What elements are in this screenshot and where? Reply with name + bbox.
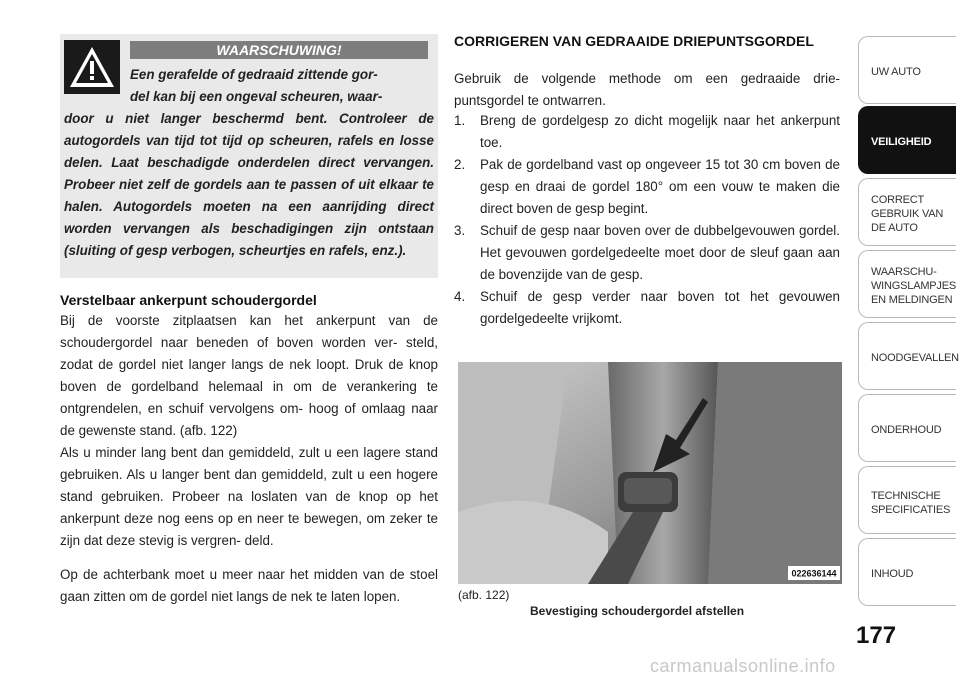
tab-label: ONDERHOUD	[871, 424, 942, 436]
warning-first-line: Een gerafelde of gedraaid zittende gor-	[130, 67, 378, 82]
paragraph-3: Op de achterbank moet u meer naar het midden van de stoel gaan zitten om de gordel niet langs de nek te laten lopen.	[60, 567, 438, 604]
tab-waarschuwingslampjes[interactable]	[858, 250, 956, 318]
tab-correct-gebruik[interactable]	[858, 178, 956, 246]
photo-code: 022636144	[791, 568, 837, 579]
tab-label: SPECIFICATIES	[871, 504, 951, 516]
figure-caption: Bevestiging schoudergordel afstellen	[530, 604, 745, 618]
tab-label: NOODGEVALLEN	[871, 352, 959, 364]
tab-label: EN MELDINGEN	[871, 294, 953, 306]
step-item: 3. Schuif de gesp naar boven over de dubbelgevouwen gordel. Het gevouwen gordelgedeelte moet door de sleuf gaan aan de bovenzijde van de gesp.	[454, 223, 840, 282]
tab-label: UW AUTO	[871, 66, 921, 78]
tab-onderhoud[interactable]	[858, 394, 956, 462]
tab-technische-specificaties[interactable]	[858, 466, 956, 534]
tab-label: CORRECT	[871, 194, 924, 206]
intro-paragraph: Gebruik de volgende methode om een gedraaide drie- puntsgordel te ontwarren.	[454, 71, 840, 108]
tab-label: TECHNISCHE	[871, 490, 941, 502]
warning-header: WAARSCHUWING!	[130, 41, 428, 59]
tab-veiligheid[interactable]	[858, 106, 956, 174]
tab-uw-auto[interactable]	[858, 36, 956, 104]
figure-label: (afb. 122)	[458, 588, 510, 602]
step-item: 4. Schuif de gesp verder naar boven tot het gevouwen gordelgedeelte vrijkomt.	[454, 289, 840, 326]
step-item: 1. Breng de gordelgesp zo dicht mogelijk naar het ankerpunt toe.	[454, 113, 840, 150]
step-item: 2. Pak de gordelband vast op ongeveer 15 tot 30 cm boven de gesp en draai de gordel 180° om een vouw te maken die direct boven de gesp begint.	[454, 157, 840, 216]
watermark: carmanualsonline.info	[650, 656, 836, 676]
tab-noodgevallen[interactable]	[858, 322, 959, 390]
warning-second-line: del kan bij een ongeval scheuren, waar-	[130, 89, 383, 104]
section-title-twisted-belt: CORRIGEREN VAN GEDRAAIDE DRIEPUNTSGORDEL	[454, 33, 814, 49]
paragraph-2: Als u minder lang bent dan gemiddeld, zult u een lagere stand gebruiken. Als u langer bent dan gemiddeld, zult u een hogere stand gebruiken. Probeer na loslaten van de knop op het ankerpunt deze nog eens op en neer te bewegen, om zeker te zijn dat deze stevig is vergren- deld.	[60, 445, 438, 548]
page-number: 177	[856, 622, 897, 649]
steps-list	[454, 110, 840, 330]
seatbelt-anchor-photo	[458, 362, 842, 584]
tab-label: GEBRUIK VAN	[871, 208, 944, 220]
tab-inhoud[interactable]	[858, 538, 956, 606]
tab-label: VEILIGHEID	[871, 136, 932, 148]
tab-label: WAARSCHU-	[871, 266, 937, 278]
tab-label: WINGSLAMPJES	[871, 280, 957, 292]
section-title-shoulder-anchor: Verstelbaar ankerpunt schoudergordel	[60, 292, 317, 308]
paragraph-1: Bij de voorste zitplaatsen kan het ankerpunt van de schoudergordel naar beneden of boven worden ver- steld, zodat de gordel niet langer langs de nek loopt. Druk de knop boven de gordelband helemaal in om de verankering te ontgrendelen, en schuif vervolgens om- hoog of omlaag naar de gewenste stand. (afb. 122)	[60, 313, 438, 438]
tab-label: INHOUD	[871, 568, 914, 580]
warning-text	[64, 64, 434, 262]
tab-label: DE AUTO	[871, 222, 918, 234]
warning-body: door u niet langer beschermd bent. Controleer de autogordels van tijd tot tijd op scheuren, rafels en losse delen. Laat beschadigde onderdelen direct vervangen. Probeer niet zelf de gordels aan te passen of uit elkaar te halen. Autogordels moeten na een aanrijding direct worden vervangen als beschadigingen zijn ontstaan (sluiting of gesp verbogen, scheurtjes en rafels, enz.).	[64, 111, 434, 258]
